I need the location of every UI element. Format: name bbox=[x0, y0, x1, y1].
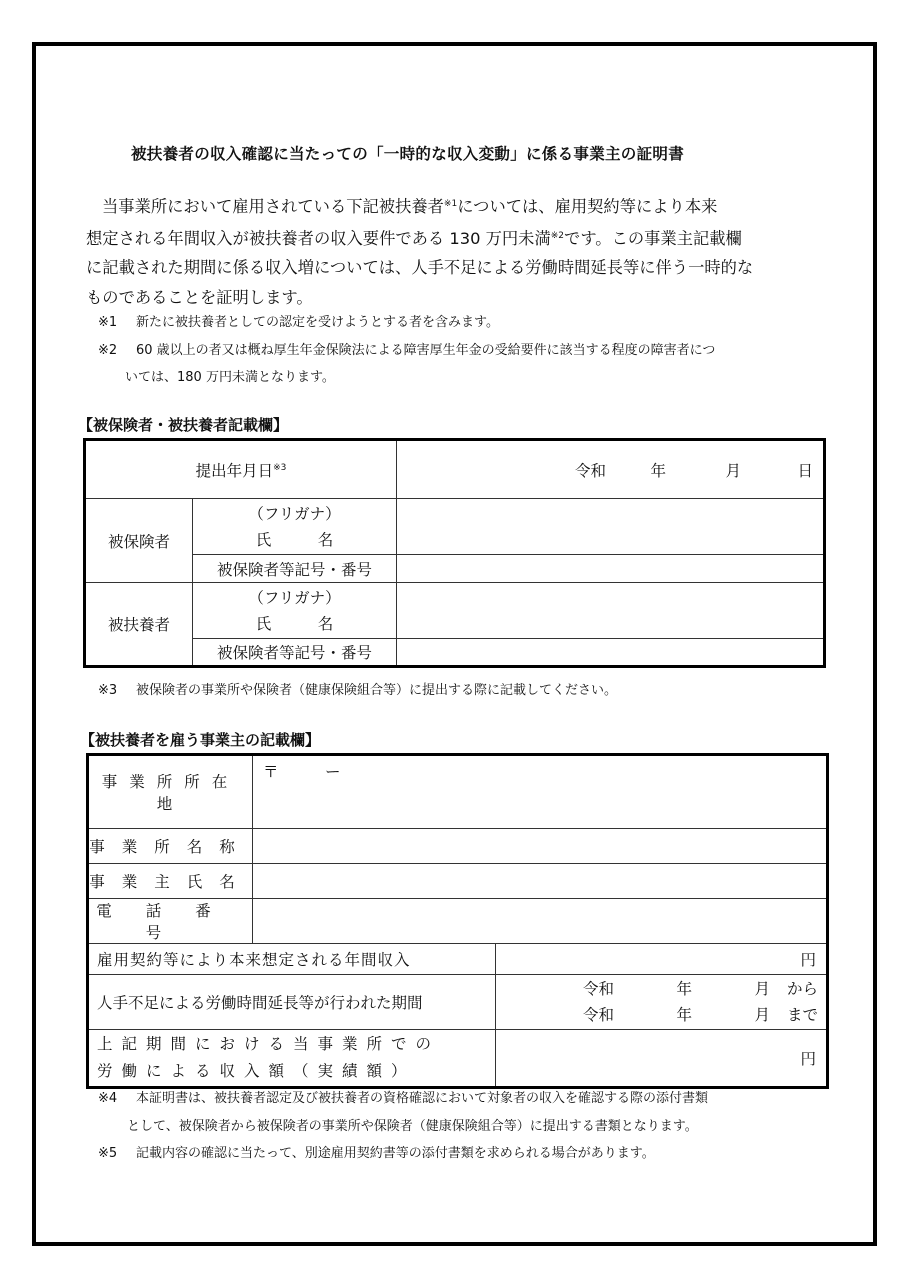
intro-paragraph bbox=[86, 190, 828, 312]
employer-name-label: 事業主氏名 bbox=[88, 864, 253, 899]
period-label: 人手不足による労働時間延長等が行われた期間 bbox=[88, 975, 496, 1030]
actual-income-field[interactable]: 円 bbox=[496, 1030, 828, 1088]
intro-line: 想定される年間収入が被扶養者の収入要件である 130 万円未満$^{※2}$です。この事業主記載欄 bbox=[86, 228, 742, 248]
dependent-label: 被扶養者 bbox=[85, 583, 193, 667]
section1-heading: 【被保険者・被扶養者記載欄】 bbox=[78, 416, 289, 434]
office-name-label: 事業所名称 bbox=[88, 829, 253, 864]
insured-dependent-table bbox=[83, 438, 826, 668]
dependent-name-field[interactable] bbox=[397, 583, 825, 639]
dependent-name-label: （フリガナ） 氏 名 bbox=[193, 583, 397, 639]
section2-heading: 【被扶養者を雇う事業主の記載欄】 bbox=[80, 731, 321, 749]
document-title: 被扶養者の収入確認に当たっての「一時的な収入変動」に係る事業主の証明書 bbox=[131, 145, 685, 163]
employer-name-field[interactable] bbox=[253, 864, 828, 899]
address-label: 事業所所在地 bbox=[88, 755, 253, 829]
phone-label: 電話番号 bbox=[88, 899, 253, 944]
footnote-2: ※2 60 歳以上の者又は概ね厚生年金保険法による障害厚生年金の受給要件に該当する程度の障害者につ bbox=[98, 343, 716, 358]
footnote-5: ※5 記載内容の確認に当たって、別途雇用契約書等の添付書類を求められる場合があります。 bbox=[98, 1146, 655, 1161]
intro-line: ものであることを証明します。 bbox=[86, 287, 313, 307]
insured-label: 被保険者 bbox=[85, 499, 193, 583]
postal-mark: 〒 ー bbox=[263, 763, 341, 781]
footnote-2-cont: いては、180 万円未満となります。 bbox=[125, 370, 335, 385]
employer-table bbox=[86, 753, 829, 1089]
insured-number-label: 被保険者等記号・番号 bbox=[193, 555, 397, 583]
footnote-4: ※4 本証明書は、被扶養者認定及び被扶養者の資格確認において対象者の収入を確認する際の添付書類 bbox=[98, 1091, 709, 1106]
insured-number-field[interactable] bbox=[397, 555, 825, 583]
intro-line: に記載された期間に係る収入増については、人手不足による労働時間延長等に伴う一時的な bbox=[86, 258, 754, 277]
office-name-field[interactable] bbox=[253, 829, 828, 864]
intro-line: 当事業所において雇用されている下記被扶養者$^{※1}$については、雇用契約等により本来 bbox=[102, 197, 718, 216]
period-field[interactable]: 令和 年 月 から 令和 年 月 まで bbox=[496, 975, 828, 1030]
insured-name-label: （フリガナ） 氏 名 bbox=[193, 499, 397, 555]
footnote-1: ※1 新たに被扶養者としての認定を受けようとする者を含みます。 bbox=[98, 315, 499, 330]
phone-field[interactable] bbox=[253, 899, 828, 944]
submit-date-field[interactable]: 令和 年 月 日 bbox=[397, 440, 825, 499]
annual-income-label: 雇用契約等により本来想定される年間収入 bbox=[88, 944, 496, 975]
insured-name-field[interactable] bbox=[397, 499, 825, 555]
annual-income-field[interactable]: 円 bbox=[496, 944, 828, 975]
submit-date-label: 提出年月日$^{※3}$ bbox=[85, 440, 397, 499]
dependent-number-field[interactable] bbox=[397, 639, 825, 667]
footnote-4-cont: として、被保険者から被保険者の事業所や保険者（健康保険組合等）に提出する書類となります。 bbox=[127, 1119, 698, 1134]
actual-income-label: 上記期間における当事業所での 労働による収入額（実績額） bbox=[88, 1030, 496, 1088]
footnote-3: ※3 被保険者の事業所や保険者（健康保険組合等）に提出する際に記載してください。 bbox=[98, 683, 618, 698]
dependent-number-label: 被保険者等記号・番号 bbox=[193, 639, 397, 667]
address-field[interactable] bbox=[253, 755, 828, 829]
